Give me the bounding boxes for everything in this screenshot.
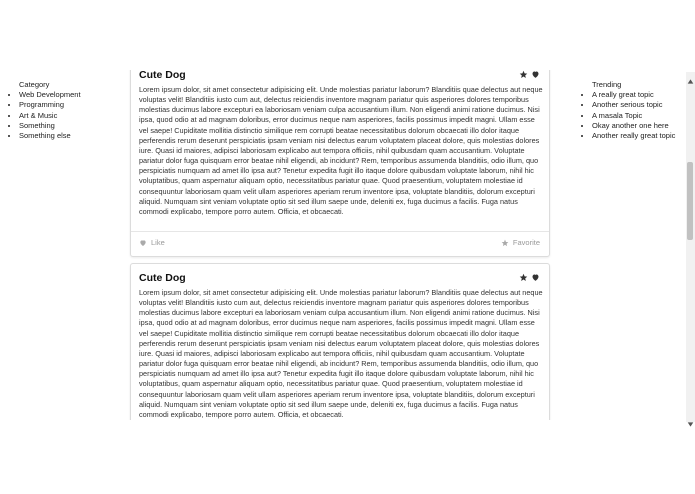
star-icon[interactable] xyxy=(519,70,528,79)
post-body: Lorem ipsum dolor, sit amet consectetur adipisicing elit. Unde molestias pariatur laborum? Blanditiis quae delectus aut neque voluptas velit! Blanditiis iusto cum aut, delectus reiciendis inventore magnam pariatur quis asperiores dolores temporibus molestias ducimus labore excepturi ea laboriosam veniam culpa accusantium illum. Non eligendi animi ratione ducimus. Nisi ipsa, quod odio at ad magnam doloribus, error ducimus neque nam asperiores, facilis possimus impedit magni. Ullam esse vel saepe! Cupiditate mollitia distinctio similique rem corrupti beatae necessitatibus dolorum obcaecati illo dolor itaque perferendis rerum deserunt perspiciatis ipsam veniam nisi delectus earum voluptatem placeat dolore, quis molestias dolores iure. Quasi id maiores, adipisci laboriosam explicabo aut tempora officiis, nihil quibusdam quam accusantium. Voluptate pariatur dolor fuga quisquam error beatae nihil eligendi, ab incidunt? Rem, temporibus assumenda blanditiis, odio illum, quo perspiciatis numquam ad amet illo ipsa aut? Tenetur expedita fugit illo itaque dolore quibusdam voluptate laborum, nihil hic voluptatibus, quam aspernatur aliquam optio, necessitatibus pariatur quae. Quod praesentium, voluptatem molestiae id consequuntur laboriosam quam velit ullam asperiores aperiam rerum inventore ipsa, voluptate blanditiis, dolorum excepturi aliquid. Numquam sint veniam voluptate optio sit sed illum saepe unde, deleniti ex, fuga ducimus a facilis. Fuga natus commodi explicabo, tempore porro autem. Officia, et obcaecati. xyxy=(139,288,543,419)
post-body: Lorem ipsum dolor, sit amet consectetur adipisicing elit. Unde molestias pariatur laborum? Blanditiis quae delectus aut neque voluptas velit! Blanditiis iusto cum aut, delectus reiciendis inventore magnam pariatur quis asperiores dolores temporibus molestias ducimus labore excepturi ea laboriosam veniam culpa accusantium illum. Non eligendi animi ratione ducimus. Nisi ipsa, quod odio at ad magnam doloribus, error ducimus neque nam asperiores, facilis possimus impedit magni. Ullam esse vel saepe! Cupiditate mollitia distinctio similique rem corrupti beatae necessitatibus dolorum obcaecati illo dolor itaque perferendis rerum deserunt perspiciatis ipsam veniam nisi delectus earum voluptatem placeat dolore, quis molestias dolores iure. Quasi id maiores, adipisci laboriosam explicabo aut tempora officiis, nihil quibusdam quam accusantium. Voluptate pariatur dolor fuga quisquam error beatae nihil eligendi, ab incidunt? Rem, temporibus assumenda blanditiis, odio illum, quo perspiciatis numquam ad amet illo ipsa aut? Tenetur expedita fugit illo itaque dolore quibusdam voluptate laborum, nihil hic voluptatibus, quam aspernatur aliquam optio, necessitatibus pariatur quae. Quod praesentium, voluptatem molestiae id consequuntur laboriosam quam velit ullam asperiores aperiam rerum inventore ipsa, voluptate blanditiis, dolorum excepturi aliquid. Numquam sint veniam voluptate optio sit sed illum saepe unde, deleniti ex, fuga ducimus a facilis. Fuga natus commodi explicabo, tempore porro autem. Officia, et obcaecati. xyxy=(139,85,543,216)
trending-item[interactable]: • Okay another one here xyxy=(592,121,684,131)
star-icon[interactable] xyxy=(519,273,528,282)
category-list xyxy=(11,90,116,141)
heart-icon[interactable] xyxy=(531,70,540,79)
category-item-web-development[interactable]: • Web Development xyxy=(19,90,116,100)
trending-item[interactable]: • Another really great topic xyxy=(592,131,684,141)
post-title: Cute Dog xyxy=(139,70,186,81)
favorite-button[interactable] xyxy=(501,238,540,247)
scrollbar-thumb[interactable] xyxy=(687,162,693,240)
post-card xyxy=(130,263,550,420)
category-item-programming[interactable]: • Programming xyxy=(19,100,116,110)
trending-list xyxy=(584,90,684,141)
triangle-up-icon[interactable] xyxy=(687,72,694,79)
like-button[interactable] xyxy=(139,238,165,247)
trending-title: Trending xyxy=(592,80,622,89)
category-sidebar xyxy=(11,80,116,141)
post-actions xyxy=(519,70,540,79)
post-footer xyxy=(131,231,549,256)
trending-item[interactable]: • Another serious topic xyxy=(592,100,684,110)
vertical-scrollbar[interactable] xyxy=(686,72,695,422)
post-card xyxy=(130,70,550,257)
post-feed[interactable] xyxy=(124,70,557,420)
category-item-something[interactable]: • Something xyxy=(19,121,116,131)
post-actions xyxy=(519,273,540,282)
category-item-art-music[interactable]: • Art & Music xyxy=(19,111,116,121)
heart-icon xyxy=(139,239,147,247)
favorite-label: Favorite xyxy=(512,238,540,247)
category-title: Category xyxy=(19,80,50,89)
post-title: Cute Dog xyxy=(139,272,186,284)
star-icon xyxy=(501,239,509,247)
trending-sidebar xyxy=(584,80,684,141)
heart-icon[interactable] xyxy=(531,273,540,282)
like-label: Like xyxy=(151,238,165,247)
triangle-down-icon[interactable] xyxy=(687,415,694,422)
category-item-something-else[interactable]: • Something else xyxy=(19,131,116,141)
trending-item[interactable]: • A masala Topic xyxy=(592,111,684,121)
trending-item[interactable]: • A really great topic xyxy=(592,90,684,100)
